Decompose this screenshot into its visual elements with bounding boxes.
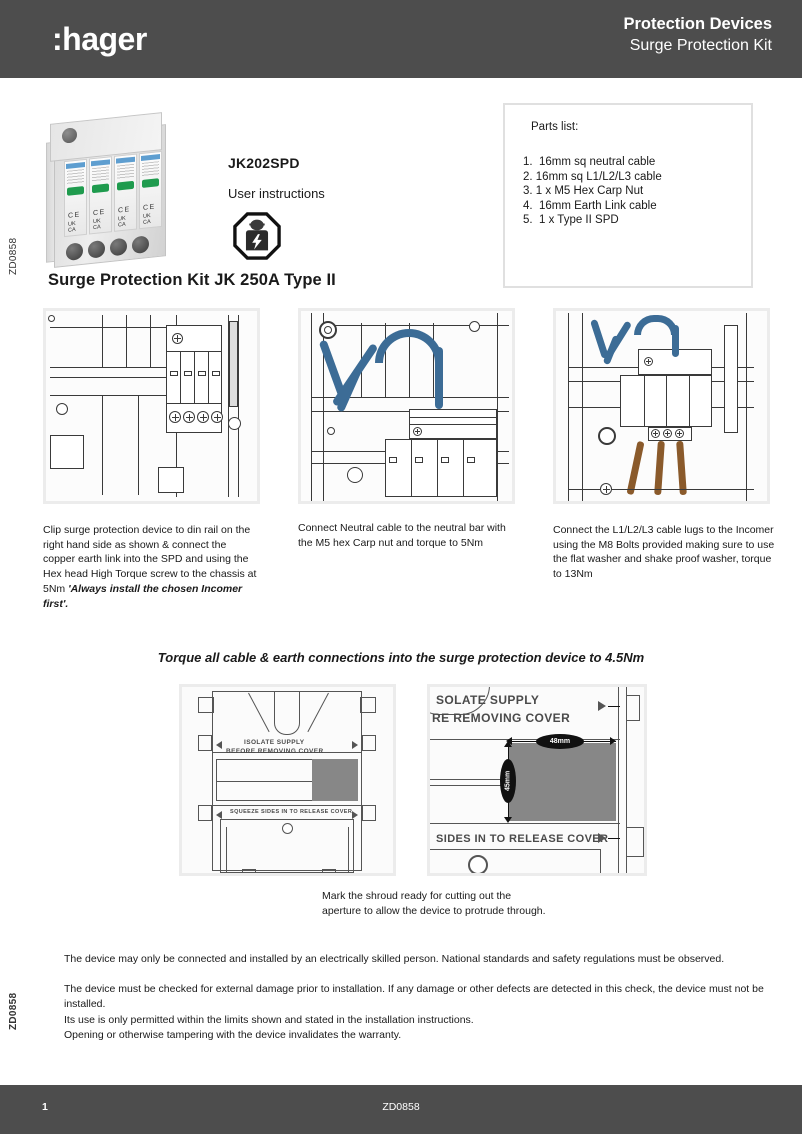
header-title-group [623, 14, 772, 56]
user-instructions-label: User instructions [228, 186, 325, 201]
dimension-width-badge: 48mm [536, 734, 584, 749]
technical-drawing-shroud-full [179, 684, 396, 876]
terminal [110, 237, 127, 256]
page-title: Surge Protection Kit JK 250A Type II [48, 271, 336, 289]
safety-paragraph-3: Its use is only permitted within the limits shown and stated in the installation instructions. [64, 1013, 474, 1026]
warning-text-zoom-line2: RE REMOVING COVER [432, 711, 571, 725]
spd-module: C E UK CA [139, 151, 162, 229]
status-indicator-green [142, 178, 159, 188]
page-footer [0, 1085, 802, 1134]
technical-drawing-shroud-dimensions [427, 684, 647, 876]
spd-module: C E UK CA [89, 156, 112, 234]
safety-notice-block [64, 952, 778, 1044]
parts-list-item: 2. 16mm sq L1/L2/L3 cable [523, 170, 662, 183]
step-caption-1 [43, 523, 258, 611]
header-title-secondary: Surge Protection Kit [629, 37, 772, 54]
step-caption-1-emphasis: 'Always install the chosen Incomer first'. [43, 582, 243, 610]
safety-paragraph-4: Opening or otherwise tampering with the device invalidates the warranty. [64, 1029, 402, 1041]
warning-text-line2: BEFORE REMOVING COVER [226, 748, 324, 755]
spd-module-group [64, 151, 162, 237]
safety-paragraph-2: The device must be checked for external damage prior to installation. If any damage or other defects are detected in this check, the device must not be installed. [64, 982, 764, 1010]
release-cover-text: SQUEEZE SIDES IN TO RELEASE COVER [230, 809, 353, 815]
safety-paragraph-1: The device may only be connected and installed by an electrically skilled person. National standards and safety regulations must be observed. [64, 953, 725, 965]
status-indicator-green [92, 183, 109, 193]
terminal [88, 239, 105, 258]
step-photo-phase-cable-connection [553, 308, 770, 504]
side-document-code-top: ZD0858 [8, 237, 19, 275]
warning-text-zoom-line1: SOLATE SUPPLY [436, 693, 540, 707]
product-model-number: JK202SPD [228, 155, 300, 171]
status-indicator-green [67, 186, 84, 196]
step-caption-2: Connect Neutral cable to the neutral bar with the M5 hex Carp nut and torque to 5Nm [298, 522, 506, 549]
status-indicator-green [117, 181, 134, 191]
terminal [66, 242, 83, 261]
spd-module: C E UK CA [64, 159, 87, 237]
header-title-primary: Protection Devices [623, 15, 772, 33]
page-header [0, 0, 802, 78]
parts-list-title: Parts list: [531, 121, 579, 133]
step-caption-3: Connect the L1/L2/L3 cable lugs to the Incomer using the M8 Bolts provided making sure to use the flat washer and shake proof washer, torque to 13Nm [553, 524, 775, 581]
dimension-height-badge: 45mm [500, 759, 516, 803]
spd-module: C E UK CA [114, 153, 137, 231]
release-cover-text-zoom: SIDES IN TO RELEASE COVER [436, 833, 609, 845]
step-photo-din-rail-mounting [43, 308, 260, 504]
parts-list-item: 5. 1 x Type II SPD [523, 214, 619, 227]
parts-list-item: 3. 1 x M5 Hex Carp Nut [523, 185, 644, 198]
terminal [132, 235, 149, 254]
footer-document-code: ZD0858 [382, 1101, 420, 1113]
drawing-caption: Mark the shroud ready for cutting out the aperture to allow the device to protrude through. [322, 890, 546, 917]
parts-list-item: 4. 16mm Earth Link cable [523, 199, 657, 212]
qualified-electrician-icon [233, 212, 281, 260]
side-document-code-bottom: ZD0858 [8, 992, 19, 1030]
product-photo-spd-device [40, 112, 188, 277]
warning-text-line1: ISOLATE SUPPLY [244, 739, 305, 746]
hager-logo: :hager [52, 21, 147, 57]
parts-list [523, 155, 662, 228]
aperture-cut-area [312, 759, 358, 801]
parts-list-item: 1. 16mm sq neutral cable [523, 156, 656, 168]
step-caption-1-text: Clip surge protection device to din rail on the right hand side as shown & connect the copper earth link into the SPD and using the Hex head High Torque screw to the chassis at 5Nm [43, 524, 257, 595]
torque-note: Torque all cable & earth connections into the surge protection device to 4.5Nm [157, 650, 645, 665]
step-photo-neutral-cable-connection [298, 308, 515, 504]
parts-list-box [503, 103, 753, 288]
page-number: 1 [42, 1101, 48, 1113]
aperture-cut-area [508, 743, 616, 821]
